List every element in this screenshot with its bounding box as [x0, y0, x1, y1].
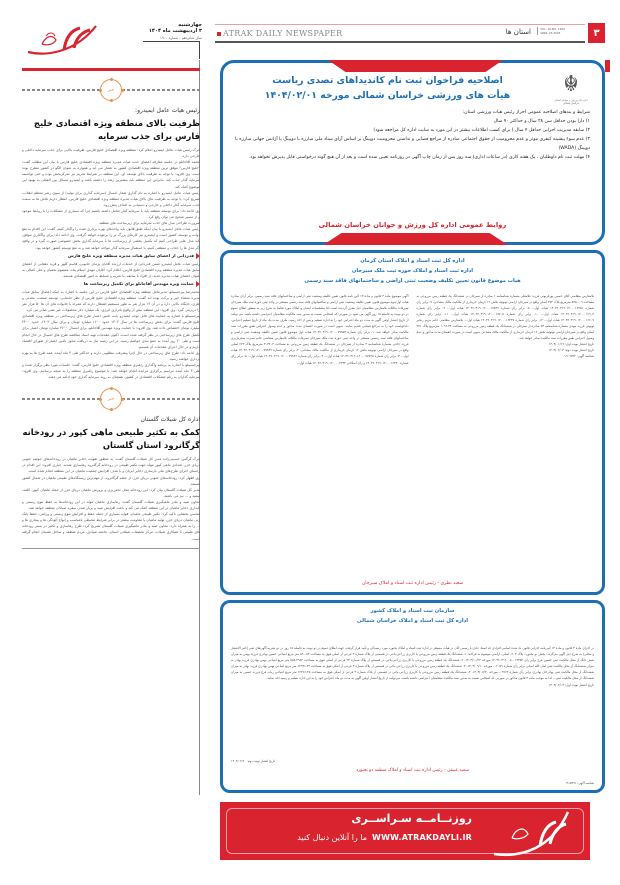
article-headline: کمک به تکثیر طبیعی ماهی کپور در رودخانه گرگانرود استان گلستان	[22, 427, 200, 451]
article-kicker: اداره کل شیلات گلستان	[140, 416, 200, 424]
khorasan-registry-ad	[220, 600, 605, 793]
header-rule	[143, 41, 200, 42]
volume-date: APRIL 23,2025	[540, 31, 561, 35]
banner-title: روزنــامــه سـراســری	[351, 812, 472, 825]
masthead-right	[215, 24, 605, 42]
article-fisheries	[22, 388, 200, 548]
banner-cta: ما را آنلاین دنبال کنید	[297, 833, 368, 842]
ad-body	[233, 108, 590, 162]
paper-name-text: ATRAK DAILY NEWSPAPER	[223, 29, 343, 38]
date-full: ۳ اردیبهشت ماه ۱۴۰۴	[148, 28, 202, 34]
subhead-text: حمایت ویژه مهندس آقاجانلو برای تکمیل زیرساخت ها	[83, 281, 194, 287]
iran-emblem	[554, 71, 588, 111]
square-bullet-icon	[217, 32, 221, 36]
badge-dot-icon	[99, 89, 102, 92]
ad-code: شناسه آگهی: ۱۹۰۹۵۲۲	[564, 354, 594, 359]
ad-condition: ۳) عدم سوء پیشینه کیفری موثر و عدم محرومیت از حقوق اجتماعی صادره از مراجع قضایی و نداشتن محرومیت دوپینگ بر اساس آرای ستاد ملی مبارزه با دوپینگ یا آژانس جهانی مبارزه با دوپینگ (WADA)	[235, 137, 590, 151]
publish-date-second: تاریخ انتشار نوبت دوم: ۱۴۰۴/۰۲/۰۳	[548, 348, 594, 353]
red-arrow-icon	[196, 281, 200, 287]
article-subhead	[22, 281, 200, 287]
ad-code: شناسه آگهی: ۱۹۱۵۴۹۱	[565, 781, 594, 785]
ad-condition: ۴) مهلت ثبت نام داوطلبان ، یک هفته کاری (در ساعات اداری) سه روز پس از زمان چاپ آگهی در روزنامه تعیین شده است و بعد از آن هیچ گونه درخواستی قابل پذیرش نخواهد بود.	[248, 155, 590, 160]
news-badge-row	[22, 388, 200, 410]
article-paragraph: پیرحسینلو با اشاره به برنامه واگذاری راهبری منطقه ویژه اقتصادی خلیج فارس، گفت: جلسات مورد نظر برگزار شده و طی ۳ ماه آینده مراسم برگزاری مزایده انجام خواهد شد. با موضوع راهبری منطقه را به نتیجه برسانیم. وی افزود: سرمایه گذاران به رغم مشکلات اقتصادی در کشور، همچنان به روند سرمایه گذاری خود ادامه می دهند.	[22, 363, 200, 380]
badge-dot-icon	[110, 408, 113, 411]
publish-date-first: تاریخ انتشار نوبت اول: ۱۴۰۴/۰۱/۱۹	[548, 342, 594, 347]
article-paragraph: اترک-گرگس حسینی‌زاده مدیر کل شیلات گلستان گفت: به منظور تقویت ذخایر ماهیان در رودخانه‌های حوضه جنوبی دریای خزر، تعدادی ماهی کپور مولد جهت تکثیر طبیعی در رودخانه گرگانرود رهاسازی شدند. جباری افزود: این اقدام در راستای اجرای طرح‌های ملی بازسازی ذخایر آبزیان و با هدف افزایش جمعیت ماهیان در این منطقه انجام شده است.	[22, 457, 200, 474]
ad-column-text: بلامعارض متقاضی آقای حسین پورقربونی فرزند غلامعلی بشماره شناسنامه ۱ صادره از سیرجان در ششدانگ یک قطعه زمین مزروعی به مساحت ۵۴۵۰.۰۹ مترمربع پلاک ۲۷۲ اصلی واقع در سیرجان اراضی تونوئیه بخش ۱۲ کرمان خریداری از مالکیت مالک مشاعی. ۷. برابر رای شماره ۱۴۰۳۶۰۳۱۹۰۱۲۰۰۰۱۶۴۵۱ هیات اول... ۸. برابر رای شماره ۱۴۰۳۶۰۳۱۹۰۱۲۰۰۰۱۷۸۳۹ هیات اول... ۹. برابر رای شماره ۱۴۰۳۶۰۳۱۹۰۱۲۰۰۰۱۶۹۰۳ هیات اول... ۱۰. برابر رای شماره ۱۴۰۳۶۰۳۱۹۰۱۲۰۰۰۱۷۷۰۵ هیات اول... ۱۱. برابر رای شماره ۱۴۰۳۶۰۳۱۹۰۱۲۰۰۰۱۶۶۰۷ هیات اول... ۱۲. برابر رای شماره ۱۴۰۳۶۰۳۱۹۰۱۲۰۰۰۱۶۴۴۷ هیات اول... بلامعارض متقاضی خانم مریم رنجبر تونوئی فرزند مهدی بشماره شناسنامه ۸۳ صادره از سیرجان در ششدانگ یک قطعه زمین مزروعی به مساحت ۱۰۹۶.۳۲ مترمربع پلاک ۲۷۱ اصلی واقع در سیرجان اراضی تونوئیه بخش ۱۲ کرمان خریداری از مالکیت مالک مشاعی بدیهی است در صورت انقضای مدت مذکور و عدم وصول اعتراض طبق مقررات سند مالکیت صادر خواهد شد.	[416, 294, 594, 341]
news-badge-row	[22, 79, 200, 101]
atrak-logo-icon	[492, 808, 572, 858]
red-tab-top	[328, 60, 503, 72]
ad-column-left	[417, 293, 595, 366]
news-badge-label: خبر	[107, 87, 115, 93]
volume-info	[537, 27, 565, 35]
ad-title	[223, 606, 602, 626]
ad-title-line: هیات موضوع قانون تعیین تکلیف وضعیت ثبتی اراضی و ساختمانهای فاقد سند رسمی	[304, 278, 521, 284]
ad-body-text: در اجرای ماده ۳ قانون و ماده ۱۳ آیین‌نامه اجرایی قانون یاد شده اسامی افرادی که اسناد عادی یا رسمی آنان در هیأت مستقر در اداره ثبت اسناد و املاک بجنورد مورد رسیدگی و تأیید قرار گرفت، جهت اطلاع عموم در دو نوبت به فاصله ۱۵ روز در دو نشریه آگهی‌های ثبتی (کثیر الانتشار و محلی) به شرح ذیل آگهی می‌گردد: بخش دو بجنورد، پلاک ۲۰۳- اصلی، اراضی موسوم به قراخه: ۱. ششدانگ یک قطعه زمین مزروعی با کاربری زراعی-باغی در قسمتی از پلاک شماره ۳ فرعی از اصلی فوق به مساحت ۵۹۰.۸۴ متر مربع ابتیاعی حسین بهادری فرزند بهمن به میزان شش دانگ از محل مالکیت ثبتی حسین فرخ برابر رأی ۱۴۰۳۶۰۳۱۹۰۰۵۰۰۱۹۳۵۴ مورخه ۱۴۰۳/۱۰/۲۳. ۲. ششدانگ یک قطعه زمین مزروعی با کاربری زراعی-باغی در قسمتی از پلاک شماره ۲۳ فرعی از اصلی فوق به مساحت ۵۵۸.۳۹۸۴ متر مربع ابتیاعی بهمن بهادری فرزند بهادر به میزان ششدانگ از محل مالکیت ثبتی امان الله اسانی برابر رأی شماره ۰۲۰۵۹- مورخه ۱۴۰۳/۰۹/۱۰. ۳. ششدانگ یک قطعه زمین مزروعی با کاربری زراعی-باغی در قسمتی از پلاک شماره ۳ فرعی از اصلی فوق به مساحت ۱۲۹۳۱.۴۲ متر مربع ابتیاعی بهمن بهادری فرزند بهادر به میزان ششدانگ از محل مالکیت ثبتی بهادرخان بهادری برابر رأی شماره ۰۲۷۶۳- مورخه ۱۴۰۳/۰۷/۳۰. ۴. ششدانگ یک قطعه زمین مزروعی با کاربری زراعی-باغی در قسمتی از پلاک شماره ۳ فرعی از اصلی فوق به مساحت ۱۲۲۶۶.۴۵ متر مربع ابتیاعی رباب فرج فرزند حسین به میزان ششدانگ از محل مالکیت ثبتی... لذا به موجب ماده ۳ قانون مذکور در صورتی که اشخاص نسبت به صدور سند مالکیت متقاضیان اعتراضی داشته باشند، می‌توانند از تاریخ انتشار اولین آگهی به مدت دو ماه اعتراض خود را به این اداره تسلیم و رسید اخذ نمایند.	[231, 646, 595, 681]
ad-columns	[231, 293, 594, 366]
ad-title-line: اداره کل ثبت اسناد و املاک استان کرمان	[360, 258, 465, 264]
article-paragraph: وی ادامه داد: طرح های زیرساختی در حال اجرا پیشرفت مطلوبی دارند و حداکثر طی ۳ ماه آینده، همه طرح ها به بهره برداری خواهند رسید.	[22, 350, 200, 361]
article-paragraph: محمد آقاجانلو در جلسه معارفه اعضای جدید هیات مدیره منطقه ویژه اقتصادی خلیج فارس با بیان این مطلب گفت: "خلیج فارس" موفق ترین منطقه ویژه اقتصادی کشور به شمار می آید و همواره به عنوان الگو در کشور مطرح بوده است. وی افزود: با توجه به ظرفیت بالای توسعه ای، این منطقه در شرایط تحریم نیز تمرکزبخش بوده و حتی توانسته سرمایه گذار جذب کند. بنابراین این منطقه باید بیشترین رشد را داشته باشد و ایمیدرو مسائل بین المللی به بهبود این موضوع کمک کند.	[22, 160, 200, 189]
article-paragraph: پیرحسینلو با اشاره به حمایت های قابل توجه ایمیدرو بابت تامین اعتبار طرح های زیرساختی در منطقه ویژه اقتصادی خلیج فارس گفت: برای بخش زیرساخت ها در سال ۱۴۰۲ حدود ۱۶۰۰ میلیارد تومان و برای سال ۱۴۰۳، حدود ۲۴۰۰ میلیارد تومان اختصاص داده شد. وی افزود: با حمایت ویژه مهندس آقاجانلو، برای امسال ۳۶۰۰ میلیارد تومان اعتبار برای تکمیل طرح های زیرساختی در نظر گرفته شده است. اکنون مقدمات تهیه اسناد مناقصه طرح های امسال در حال انجام است و طی ۲۰ روز آینده به جمع بندی خواهیم رسید. در این زمینه نیاز به دریافت مجوز تامین اعتبار از شورای اقتصاد داریم و در حال اجرای مقدمات آن هستیم.	[22, 314, 200, 349]
news-badge	[100, 388, 122, 410]
ad-body	[231, 645, 594, 688]
sports-registration-ad	[220, 60, 605, 245]
red-arrow-icon	[196, 253, 200, 259]
article-paragraph: معاون صید و بنادر ماهیگیری شیلات گلستان گفت: رهاسازی ماهیان مولد در این رودخانه‌ها به حفظ تنوع زیستی و پایداری ذخایر ماهیان در این منطقه کمک می کند و باعث افزایش صید و پربار شدن سفره صیادان منطقه خواهد شد.	[22, 499, 200, 511]
news-badge	[100, 79, 122, 101]
kerman-registry-ad	[220, 250, 605, 595]
ad-title	[233, 73, 542, 103]
article-headline: ظرفیت بالای منطقه ویژه اقتصادی خلیج فارس برای جذب سرمایه	[33, 118, 200, 141]
publish-date-second: تاریخ انتشار نوبت دوم: ۱۴۰۴/۰۲/۲۰	[231, 759, 276, 763]
website-link[interactable]: WWW.ATRAKDAYLI.IR	[372, 833, 472, 842]
ad-title-line: اداره ثبت اسناد و املاک حوزه ثبت ملک سیرجان	[351, 268, 474, 274]
ad-condition: ۱) دارا بودن حداقل سن ۲۸ سال و حداکثر ۷۰ سال	[493, 119, 590, 124]
article-end-rule	[22, 548, 200, 549]
article-paragraph: وی اظهار کرد: رودخانه‌های جنوبی دریای خزر، از جمله گرگانرود، از مهم‌ترین زیستگاه‌های طبیعی ماهیان در شمال کشور هستند.	[22, 475, 200, 486]
header-rule-vertical	[199, 41, 200, 59]
atrak-logo-icon	[24, 20, 100, 56]
subhead-text: قدردانی از اعضای سابق هیات مدیره منطقه ویژه خلیج فارس	[68, 253, 194, 259]
article-paragraph: اترک-رئیس هیات عامل ایمیدرو اعلام کرد: منطقه ویژه اقتصادی خلیج فارس، ظرفیت بالایی برای جذب سرمایه داخلی و خارجی دارد.	[22, 148, 200, 159]
article-paragraph: ضرورت طراحی مدل های جذب سرمایه برای زیرساخت های منطقه	[99, 221, 200, 226]
emblem-caption: اداره کل ورزش و جوانان استان خراسان شمالی	[554, 99, 588, 105]
publish-date-first: تاریخ انتشار نوبت اول: ۱۴۰۴/۰۲/۰۳	[548, 682, 594, 687]
badge-dot-icon	[121, 398, 124, 401]
article-paragraph: محسن بخشایی تاکید کرد: تکثیر طبیعی ماهیان، فواید بسیاری از جمله حفظ و افزایش تنوع زیستی و وراثتی، حفظ بانک ژنی ماهیان دریای خزر، تولید ماهیان با مقاومت بیشتر در برابر شرایط محیطی نامناسب و انواع آلودگی ها و بیماری ها و ... را به همراه دارد. معاون صید و بنادر ماهیگیری شیلات گلستان تصریح کرد: طرح رهاسازی و تکثیر در بستر رودخانه های طبیعی با همکاری شیلات، مرکز تحقیقات شیلاتی استان، جامعه صیادی، مردم منطقه و ساحل نشینان انجام گرفته است.	[22, 512, 200, 541]
issue-date-box	[102, 22, 202, 40]
badge-dot-icon	[121, 89, 124, 92]
article-paragraph: رئیس هیات عامل ایمیدرو با بیان اینکه طبق قانون باید واحدهای بهره برداری شده را واگذار کنیم، گفت: این اقدام به نفع دولت و توسعه کشور است و ایمیدرو نیز کارهای بزرگ تر را برعهده خواهد گرفت. وی ادامه داد: برای واگذاری موفق، باید مدل هایی طراحی کنیم که تکمیل بخشی از زیرساخت ها با سرمایه گذاری بخش خصوصی صورت گیرد و در واقع، اگر مدل ها را جذاب و منطقی کنیم، با استقبال سرمایه گذار مواجه خواهد شد و به نفع توسعه کشور خواهد بود.	[22, 227, 200, 250]
iran-emblem-icon: ☬	[563, 72, 579, 97]
red-corner-accent	[605, 60, 610, 72]
ad-title-line: هیأت های ورزشی خراسان شمالی مورخه ۱۴۰۴/۰۲/۰۱	[264, 90, 511, 101]
article-imidro	[22, 79, 200, 380]
ad-condition: ۲) سابقه مدیریت اجرایی حداقل ۴ سال ( برای کسب اطلاعات بیشتر در این مورد به سایت اداره کل مراجعه شود)	[373, 128, 590, 133]
banner-url-row	[297, 833, 472, 842]
article-paragraph: رئیس هیات عامل ایمیدرو با اشاره به نام گذاری شعار امسال (سرمایه گذاری برای تولید) از سوی رهبر معظم انقلاب، تصریح کرد: با توجه به ظرفیت های بالای هیات مدیره منطقه ویژه اقتصادی خلیج فارس، انتظار داریم تلاش ها به سمت جذب سرمایه گذار داخلی و خارجی و دستیابی به اهداف پیش رود.	[22, 190, 200, 207]
ad-signature: سعید نظری - رئیس اداره ثبت اسناد و املاک سیرجان	[361, 581, 464, 586]
issue-number: سال شانزدهم - شماره ۱۹۰۰	[160, 36, 202, 40]
header-bottom-line	[215, 41, 585, 43]
promo-banner[interactable]	[220, 802, 590, 860]
ad-intro: شرایط و بندهای اصلاحیه عمومی احراز رئیس هیات ورزشی استان:	[462, 110, 590, 115]
ad-signature: روابط عمومی اداره کل ورزش و جوانان خراسان شمالی	[318, 221, 507, 229]
ad-title	[223, 256, 602, 286]
volume-line: VOL. 16,NO. 1900	[540, 27, 565, 31]
article-paragraph: رئیس هیات عامل ایمیدرو ضمن قدردانی از خدمات ارزنده آقایان پژمان خانوبی، قاسم کلهر و فرید دهقانی از اعضای سابق هیات مدیره منطقه ویژه اقتصادی خلیج فارس، اعلام کرد: آقایان مهدی اسلام پناه، معصوم نجفیان و علی کمالی به عنوان اعضای هیات مدیره جدید، از افراد با سابقه، با تجربه و مسلط به امور اقتصادی هستند.	[22, 261, 200, 278]
article-kicker: رئیس هیات عامل ایمیدرو:	[135, 107, 200, 114]
ad-column-right	[231, 293, 409, 366]
article-paragraph: مدیر کل شیلات گلستان بیان کرد: این رودخانه محل تخم‌ریزی و پرورش ماهیان دریای خزر از جمله ماهیان کپور، کلمه، سفید و ... نیز می باشند.	[22, 487, 200, 498]
ad-column-text: آگهی موضوع ماده ۳ قانون و ماده ۱۳ آئین نامه قانون تعیین تکلیف وضعیت ثبتی اراضی و ساختمانهای فاقد سند رسمی. برابر آرای صادره هیات اول/دوم موضوع قانون تعیین تکلیف وضعیت ثبتی اراضی و ساختمانهای فاقد سند رسمی مستقر در واحد ثبتی حوزه ثبت ملک سیرجان تصرفات مالکانه بلامعارض متقاضیان ذیل محرز گردیده است لذا مشخصات ایشان و املاک مورد تقاضا به شرح زیر به منظور اطلاع عموم در دو نوبت به فاصله ۱۵ روز آگهی می شود در صورتی که اشخاص نسبت به صدور سند مالکیت متقاضیان اعتراضی داشته باشند می توانند از تاریخ انتشار اولین آگهی به مدت دو ماه اعتراض خود را به اداره تسلیم و پس از اخذ رسید، ظرف مدت یک ماه از تاریخ تسلیم اعتراض، دادخواست خود را به مراجع قضایی تقدیم نمایند. بدیهی است در صورت انقضای مدت مذکور و عدم وصول اعتراض طبق مقررات سند مالکیت صادر خواهد شد. ۱. برابر رای شماره ۱۴۰۳۶۰۳۱۹۰۱۲۰۰۰۷۷۸۵۳ هیات اول موضوع قانون تعیین تکلیف وضعیت ثبتی اراضی و ساختمانهای فاقد سند رسمی مستقر در واحد ثبتی حوزه ثبت ملک سیرجان تصرفات مالکانه بلامعارض متقاضی خانم نصرت صفرپاریزی فرزند حاجی بشماره شناسنامه ۴ صادره از سیرجان در ششدانگ یک قطعه زمین مزروعی به مساحت ۴۰۳۲۰۴ مترمربع پلاک ۲۷۲ اصلی واقع در سیرجان اراضی تونوئیه بخش ۱۲ کرمان خریداری از مالکیت مالک مشاعی. ۲. برابر رای شماره ۱۴۰۳۶۰۳۱۹۰۱۲۰۰۰۷۷۸۴۹ هیات اول... ۳. برابر رای شماره ۱۴۰۳۶۰۳۱۹۰۱۲۰۰۰۷۷۸۴۵ هیات اول... ۴. برابر رای شماره ۱۴۰۳۶۰۳۱۹۰۱۲۰۰۰۷۷۸۴۶ هیات اول... ۵. برابر رای شماره ۱۴۰۳۶۰۳۱۹۰۱۲۰۰۰۱۶۴۴۰ و رای اصلاحی ۱۴۰۴۶۰۳۱۹۰۱۲۰۰۰۰۳۲۳۴ هیات اول...	[231, 294, 409, 365]
badge-dot-icon	[110, 99, 113, 102]
article-paragraph: محمدرضا پیرحسینلو، مدیرعامل منطقه ویژه اقتصادی خلیج فارس در این جلسه با اشاره به اینکه اعضای سابق هیات مدیره منشاء خیر و برکت بوده اند گفت: منطقه ویژه اقتصادی خلیج فارس از نظر جانمایی، توسعه صنعت، معدنی و فلزی، جایگاه بالایی دارد و در آن ۱۴ هزار نفر به طور مستقیم اشتغال دارند که همراه با خانواده های آن ها ۵۰ هزار نفر را دربرمی گیرد. وی افزود: این منطقه بیش از وقوع ناترازی انرژی، یک میلیارد دلار محصولات غیر نفتی صادر می کرد.	[22, 289, 200, 313]
red-divider	[22, 68, 200, 71]
ad-signature: سعید عتیقی - رئیس اداره ثبت اسناد و املاک منطقه دو بجنورد	[356, 768, 469, 773]
article-subhead	[22, 253, 200, 259]
ad-title-line: اصلاحیه فراخوان ثبت نام کاندیداهای تصدی ریاست	[272, 75, 503, 86]
news-column	[22, 60, 200, 549]
masthead-left	[20, 18, 200, 58]
date-day: چهارشنبه	[178, 22, 202, 28]
header-top-line	[215, 24, 585, 25]
paper-name	[217, 29, 343, 38]
ad-title-line: اداره کل ثبت اسناد و املاک خراسان شمالی	[356, 618, 469, 624]
red-tab-bottom	[323, 233, 508, 245]
badge-dot-icon	[110, 78, 113, 81]
article-paragraph: وی ادامه داد: برای توسعه منطقه باید با سرمایه گذار تعامل داشته باشیم چرا که بسیاری از مشکلات را با روابط موجود و از مسیر صحیح می توان رفع کرد.	[22, 208, 200, 220]
section-name: استان ها	[505, 28, 531, 36]
page-number: ۳	[588, 23, 605, 43]
ad-title-line: سازمان ثبت اسناد و املاک کشور	[370, 608, 455, 614]
news-badge-label: خبر	[107, 396, 115, 402]
